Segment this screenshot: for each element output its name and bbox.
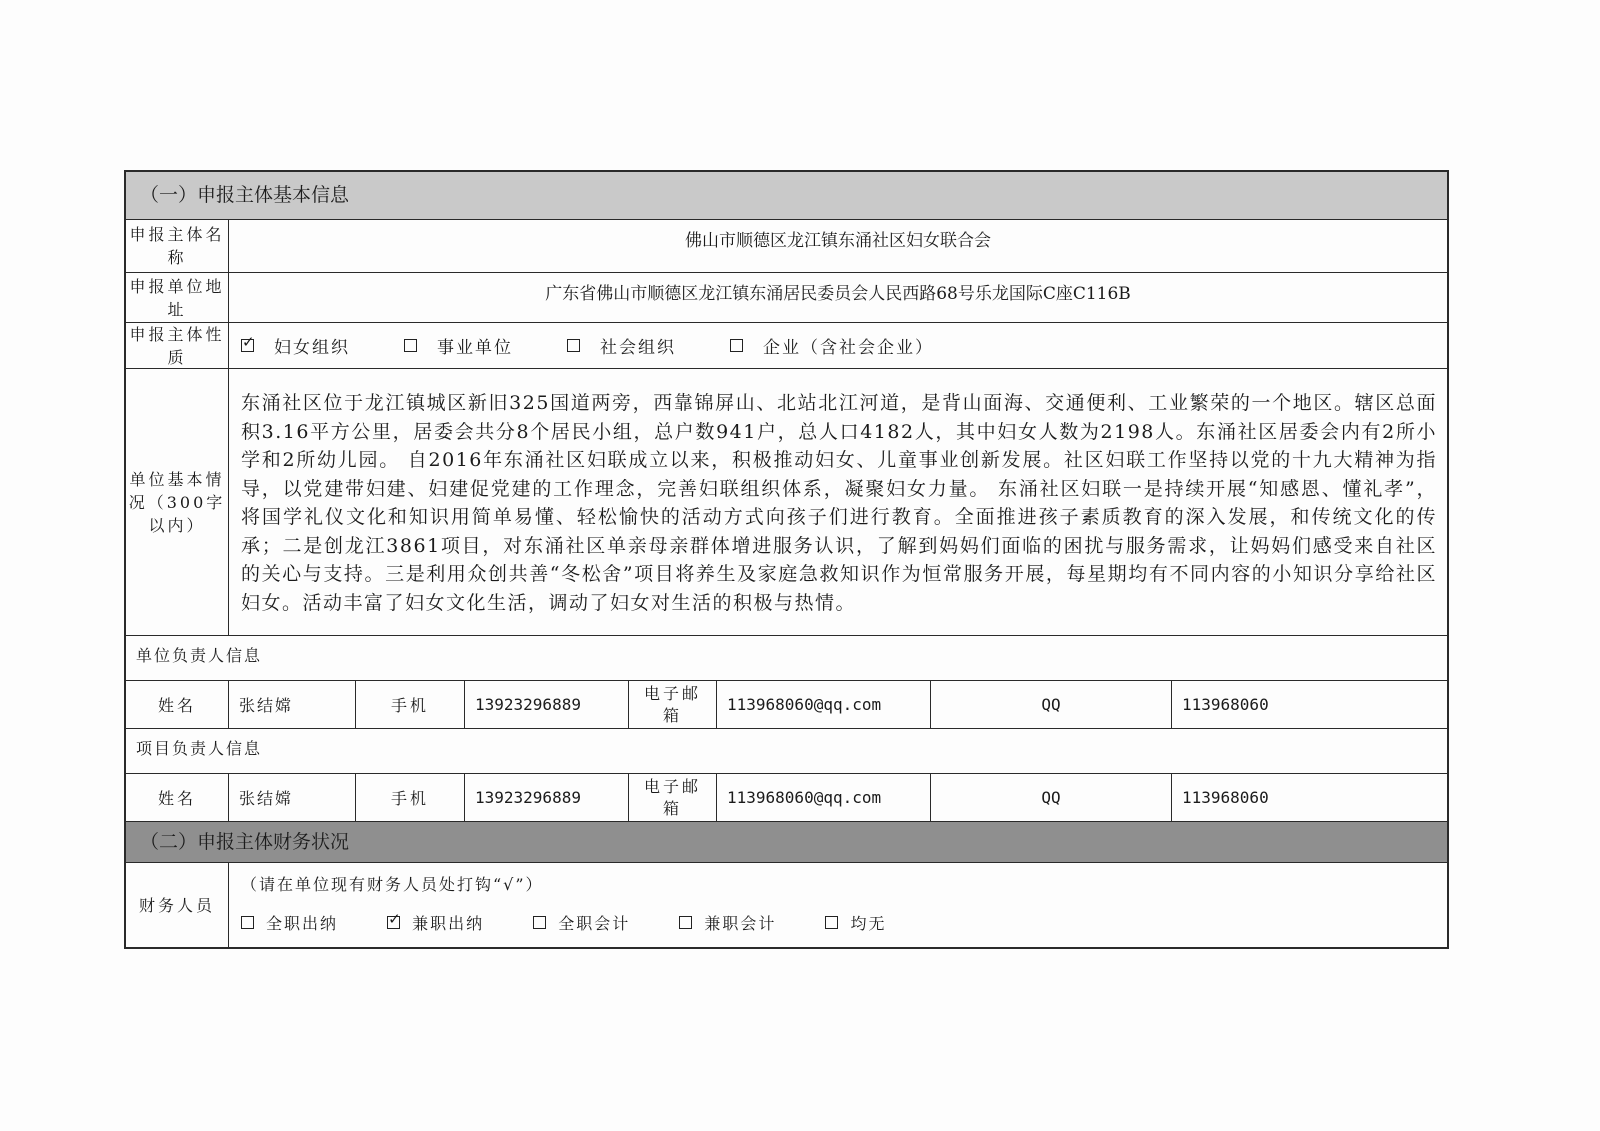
checkbox-icon[interactable] — [730, 339, 743, 352]
row-applicant-address — [126, 273, 1447, 323]
applicant-name-value: 佛山市顺德区龙江镇东涌社区妇女联合会 — [685, 231, 991, 251]
finance-staff-note: （请在单位现有财务人员处打钩“√”） — [241, 875, 544, 894]
finance-option-label: 全职出纳 — [266, 914, 339, 933]
unit-head-section-title: 单位负责人信息 — [126, 636, 1447, 681]
project-head-qq: 113968060 — [1182, 788, 1269, 807]
finance-option-label: 兼职会计 — [704, 914, 777, 933]
unit-head-email: 113968060@qq.com — [717, 681, 931, 728]
checkbox-icon[interactable] — [679, 916, 692, 929]
project-head-section-title: 项目负责人信息 — [126, 729, 1447, 774]
row-applicant-name — [126, 220, 1447, 273]
unit-description-label: 单位基本情况（300字以内） — [126, 369, 229, 635]
applicant-address-label: 申报单位地址 — [126, 273, 229, 322]
unit-head-name-label: 姓名 — [126, 681, 229, 728]
checkbox-icon[interactable] — [404, 339, 417, 352]
nature-option-label: 妇女组织 — [274, 338, 350, 358]
nature-option-label: 社会组织 — [600, 338, 676, 358]
nature-option-enterprise[interactable] — [730, 333, 934, 358]
nature-option-social-org[interactable] — [567, 333, 676, 358]
applicant-nature-label: 申报主体性质 — [126, 323, 229, 368]
unit-head-contact-row — [126, 681, 1447, 729]
project-head-name-label: 姓名 — [126, 774, 229, 821]
check-mark-icon: ✓ — [388, 910, 403, 928]
nature-option-label: 事业单位 — [437, 338, 513, 358]
application-form — [124, 170, 1449, 949]
finance-option-parttime-accountant[interactable] — [679, 911, 776, 934]
checkbox-icon[interactable] — [241, 916, 254, 929]
finance-staff-label: 财务人员 — [126, 863, 229, 947]
finance-option-fulltime-accountant[interactable] — [533, 911, 630, 934]
unit-head-name: 张结嫦 — [229, 681, 356, 728]
section-finance-header: （二）申报主体财务状况 — [126, 822, 1447, 863]
checkbox-icon[interactable] — [387, 910, 403, 929]
project-head-phone-label: 手机 — [356, 774, 465, 821]
finance-staff-options — [241, 911, 1435, 934]
unit-head-email-label: 电子邮箱 — [629, 681, 717, 728]
unit-description-text: 东涌社区位于龙江镇城区新旧325国道两旁，西靠锦屏山、北站北江河道，是背山面海、交通便利、工业繁荣的一个地区。辖区总面积3.16平方公里，居委会共分8个居民小组，总户数941户，总人口4182人，其中妇女人数为2198人。东涌社区居委会内有2所小学和2所幼儿园。 自2016年东涌社区妇联成立以来，积极推动妇女、儿童事业创新发展。社区妇联工作坚持以党的十九大精神为指导，以党建带妇建、妇建促党建的工作理念，完善妇联组织体系，凝聚妇女力量。 东涌社区妇联一是持续开展“知感恩、懂礼孝”，将国学礼仪文化和知识用简单易懂、轻松愉快的活动方式向孩子们进行教育。全面推进孩子素质教育的深入发展，和传统文化的传承；二是创龙江3861项目，对东涌社区单亲母亲群体增进服务认识，了解到妈妈们面临的困扰与服务需求，让妈妈们感受来自社区的关心与支持。三是利用众创共善“冬松舍”项目将养生及家庭急救知识作为恒常服务开展，每星期均有不同内容的小知识分享给社区妇女。活动丰富了妇女文化生活，调动了妇女对生活的积极与热情。 — [241, 392, 1437, 614]
applicant-nature-options — [229, 323, 1447, 368]
check-mark-icon: ✓ — [242, 333, 257, 351]
section-basic-info-header: （一）申报主体基本信息 — [126, 172, 1447, 220]
unit-head-phone-label: 手机 — [356, 681, 465, 728]
finance-option-label: 均无 — [850, 914, 887, 933]
checkbox-icon[interactable] — [241, 333, 257, 352]
finance-option-label: 兼职出纳 — [412, 914, 485, 933]
applicant-name-label: 申报主体名称 — [126, 220, 229, 272]
nature-option-public-institution[interactable] — [404, 333, 513, 358]
unit-head-qq-label: QQ — [931, 681, 1172, 728]
project-head-phone: 13923296889 — [465, 774, 629, 821]
unit-head-qq: 113968060 — [1182, 695, 1269, 714]
project-head-name: 张结嫦 — [229, 774, 356, 821]
project-head-email-label: 电子邮箱 — [629, 774, 717, 821]
nature-option-women-org[interactable] — [241, 333, 350, 358]
finance-option-label: 全职会计 — [558, 914, 631, 933]
unit-head-phone: 13923296889 — [465, 681, 629, 728]
finance-option-parttime-cashier[interactable] — [387, 911, 484, 934]
project-head-contact-row — [126, 774, 1447, 822]
row-unit-description — [126, 369, 1447, 636]
project-head-qq-label: QQ — [931, 774, 1172, 821]
nature-option-label: 企业（含社会企业） — [763, 338, 934, 358]
row-finance-staff — [126, 863, 1447, 947]
finance-staff-body — [229, 863, 1447, 947]
checkbox-icon[interactable] — [567, 339, 580, 352]
applicant-address-value: 广东省佛山市顺德区龙江镇东涌居民委员会人民西路68号乐龙国际C座C116B — [545, 284, 1131, 304]
checkbox-icon[interactable] — [825, 916, 838, 929]
row-applicant-nature — [126, 323, 1447, 369]
checkbox-icon[interactable] — [533, 916, 546, 929]
finance-option-none[interactable] — [825, 911, 886, 934]
project-head-email: 113968060@qq.com — [717, 774, 931, 821]
finance-option-fulltime-cashier[interactable] — [241, 911, 338, 934]
